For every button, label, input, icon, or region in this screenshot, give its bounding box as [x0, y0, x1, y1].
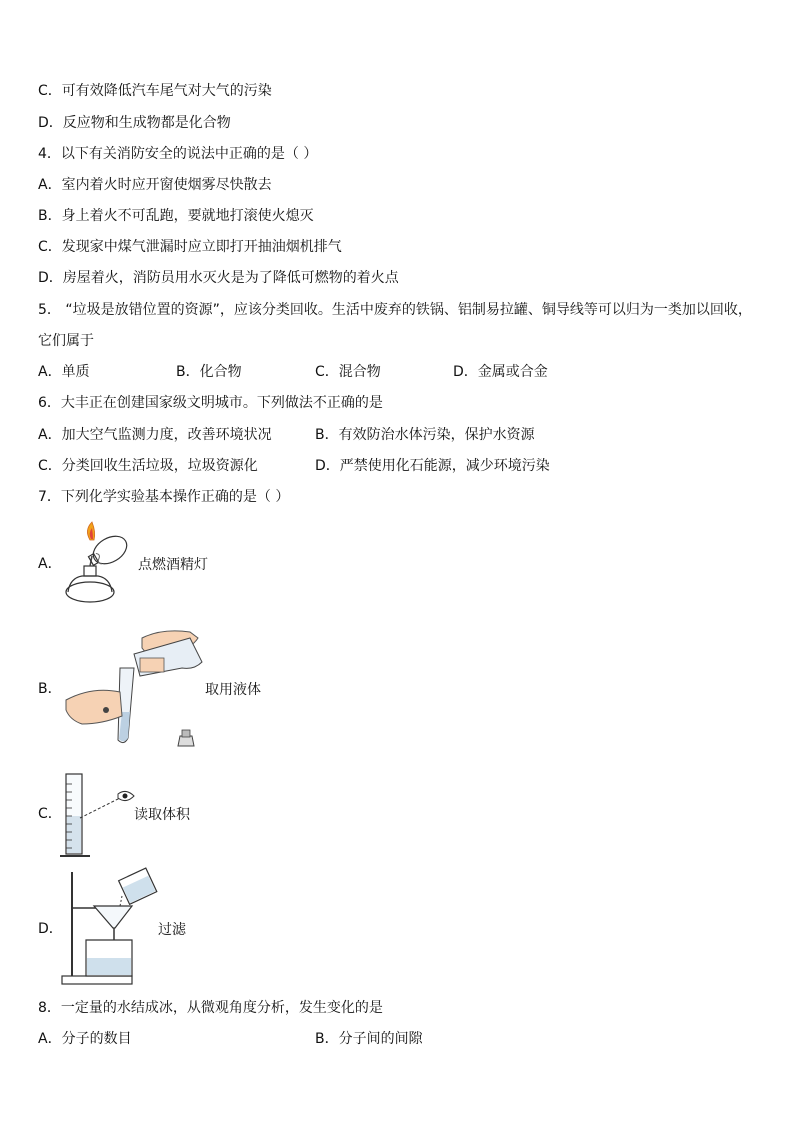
q7-option-b-caption: 取用液体	[205, 682, 261, 698]
q7-option-d-letter: D．	[38, 921, 63, 937]
q7-option-d-caption: 过滤	[158, 922, 186, 938]
q3-option-c: C．可有效降低汽车尾气对大气的污染	[38, 83, 272, 99]
q5-option-c: C．混合物	[315, 364, 381, 380]
q5-stem-line1: 5． “垃圾是放错位置的资源”，应该分类回收。生活中废弃的铁锅、铝制易拉罐、铜导线等可以归为一类加以回收，	[38, 302, 752, 318]
q6-option-a: A．加大空气监测力度，改善环境状况	[38, 427, 272, 443]
q7-option-b-letter: B．	[38, 681, 62, 697]
q5-option-a: A．单质	[38, 364, 90, 380]
q4-option-c: C．发现家中煤气泄漏时应立即打开抽油烟机排气	[38, 239, 342, 255]
q6-option-c: C．分类回收生活垃圾，垃圾资源化	[38, 458, 258, 474]
q8-option-a: A．分子的数目	[38, 1031, 132, 1047]
filtration-figure	[60, 864, 160, 990]
q6-option-b: B．有效防治水体污染，保护水资源	[315, 427, 535, 443]
q5-stem-line2: 它们属于	[38, 333, 94, 349]
lighting-alcohol-lamp-figure	[60, 520, 140, 610]
q7-option-a-caption: 点燃酒精灯	[138, 557, 208, 573]
q3-option-d: D．反应物和生成物都是化合物	[38, 115, 231, 131]
q6-stem: 6．大丰正在创建国家级文明城市。下列做法不正确的是	[38, 395, 383, 411]
q5-option-d: D．金属或合金	[453, 364, 548, 380]
q8-option-b: B．分子间的间隙	[315, 1031, 423, 1047]
q7-stem: 7．下列化学实验基本操作正确的是（ ）	[38, 489, 290, 505]
reading-volume-figure	[58, 770, 138, 862]
pouring-liquid-figure	[62, 628, 212, 752]
q6-option-d: D．严禁使用化石能源，减少环境污染	[315, 458, 550, 474]
q8-stem: 8．一定量的水结成冰，从微观角度分析，发生变化的是	[38, 1000, 383, 1016]
q4-option-b: B．身上着火不可乱跑，要就地打滚使火熄灭	[38, 208, 314, 224]
q4-option-a: A．室内着火时应开窗使烟雾尽快散去	[38, 177, 272, 193]
q4-stem: 4．以下有关消防安全的说法中正确的是（ ）	[38, 146, 318, 162]
q4-option-d: D．房屋着火，消防员用水灭火是为了降低可燃物的着火点	[38, 270, 399, 286]
q7-option-c-caption: 读取体积	[134, 807, 190, 823]
q7-option-a-letter: A．	[38, 556, 62, 572]
q5-option-b: B．化合物	[176, 364, 242, 380]
q7-option-c-letter: C．	[38, 806, 62, 822]
